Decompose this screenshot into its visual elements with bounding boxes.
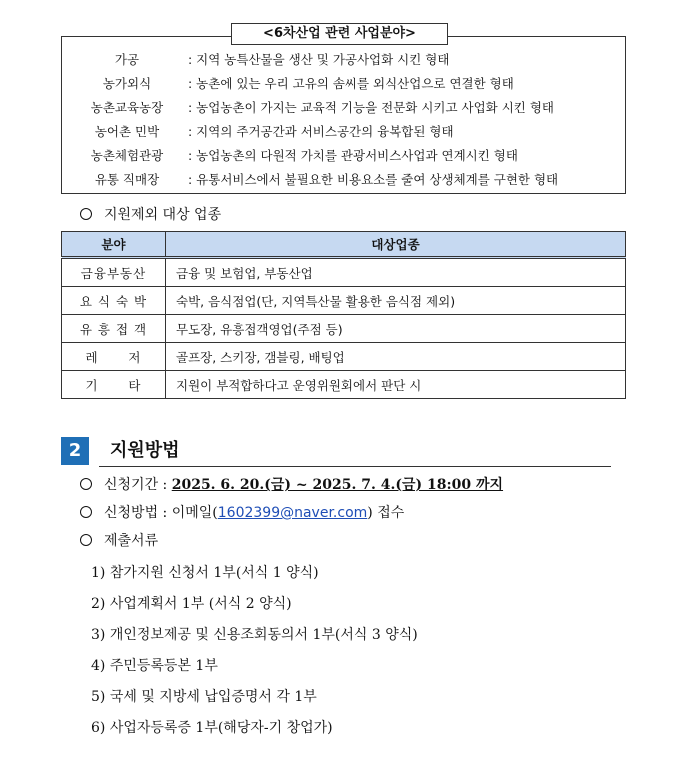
industry-term: 농촌교육농장 xyxy=(90,100,164,115)
document-item: 2) 사업계획서 1부 (서식 2 양식) xyxy=(91,596,292,612)
excluded-heading-text: 지원제외 대상 업종 xyxy=(104,207,222,223)
industry-desc: : 농업농촌의 다원적 가치를 관광서비스사업과 연계시킨 형태 xyxy=(188,148,518,163)
industry-row xyxy=(62,97,627,119)
industry-desc: : 지역의 주거공간과 서비스공간의 융복합된 형태 xyxy=(188,124,454,139)
industry-fields-box xyxy=(61,36,626,194)
excluded-industries-table xyxy=(61,231,626,399)
application-period xyxy=(80,474,503,494)
document-item: 5) 국세 및 지방세 납입증명서 각 1부 xyxy=(91,689,317,705)
circle-bullet-icon xyxy=(80,478,92,490)
email-link[interactable]: 1602399@naver.com xyxy=(217,505,368,521)
application-method xyxy=(80,502,404,522)
category-cell: 유 흥 접 객 xyxy=(62,315,166,343)
column-header-category: 분야 xyxy=(62,232,166,258)
category-cell: 금융부동산 xyxy=(62,258,166,287)
category-cell: 기 타 xyxy=(62,371,166,399)
industry-term: 가공 xyxy=(114,52,140,67)
document-item: 3) 개인정보제공 및 신용조회동의서 1부(서식 3 양식) xyxy=(91,627,418,643)
industry-row xyxy=(62,73,627,95)
industry-row xyxy=(62,169,627,191)
section-number-badge: 2 xyxy=(61,437,89,465)
period-label: 신청기간 : xyxy=(104,477,172,493)
circle-bullet-icon xyxy=(80,534,92,546)
table-row xyxy=(62,371,626,399)
items-cell: 숙박, 음식점업(단, 지역특산물 활용한 음식점 제외) xyxy=(166,287,626,315)
industry-desc: : 지역 농특산물을 생산 및 가공사업화 시킨 형태 xyxy=(188,52,450,67)
items-cell: 골프장, 스키장, 갬블링, 배팅업 xyxy=(166,343,626,371)
industry-term: 농가외식 xyxy=(102,76,152,91)
period-value: 2025. 6. 20.(금) ~ 2025. 7. 4.(금) 18:00 까지 xyxy=(171,477,504,493)
document-item: 4) 주민등록등본 1부 xyxy=(91,658,218,674)
table-row xyxy=(62,343,626,371)
industry-term: 농어촌 민박 xyxy=(94,124,160,139)
table-row xyxy=(62,287,626,315)
table-row xyxy=(62,258,626,287)
document-item: 6) 사업자등록증 1부(해당자-기 창업가) xyxy=(91,720,333,736)
industry-row xyxy=(62,121,627,143)
circle-bullet-icon xyxy=(80,208,92,220)
column-header-items: 대상업종 xyxy=(166,232,626,258)
table-header-row xyxy=(62,232,626,258)
section-title: 지원방법 xyxy=(110,440,180,461)
method-label: 신청방법 : 이메일( xyxy=(104,505,218,521)
docs-label: 제출서류 xyxy=(104,533,159,549)
section-divider xyxy=(99,466,611,467)
table-row xyxy=(62,315,626,343)
category-cell: 레 저 xyxy=(62,343,166,371)
circle-bullet-icon xyxy=(80,506,92,518)
industry-desc: : 농업농촌이 가지는 교육적 기능을 전문화 시키고 사업화 시킨 형태 xyxy=(188,100,554,115)
industry-term: 농촌체험관광 xyxy=(90,148,164,163)
method-suffix: ) 접수 xyxy=(367,505,405,521)
industry-desc: : 유통서비스에서 불필요한 비용요소를 줄여 상생체계를 구현한 형태 xyxy=(188,172,559,187)
document-item: 1) 참가지원 신청서 1부(서식 1 양식) xyxy=(91,565,319,581)
submission-documents-heading xyxy=(80,530,158,550)
excluded-heading xyxy=(80,204,221,224)
industry-box-title: <6차산업 관련 사업분야> xyxy=(231,23,448,45)
category-cell: 요 식 숙 박 xyxy=(62,287,166,315)
items-cell: 무도장, 유흥접객영업(주점 등) xyxy=(166,315,626,343)
industry-term: 유통 직매장 xyxy=(94,172,160,187)
items-cell: 지원이 부적합하다고 운영위원회에서 판단 시 xyxy=(166,371,626,399)
industry-row xyxy=(62,49,627,71)
items-cell: 금융 및 보험업, 부동산업 xyxy=(166,258,626,287)
industry-row xyxy=(62,145,627,167)
industry-desc: : 농촌에 있는 우리 고유의 솜씨를 외식산업으로 연결한 형태 xyxy=(188,76,514,91)
